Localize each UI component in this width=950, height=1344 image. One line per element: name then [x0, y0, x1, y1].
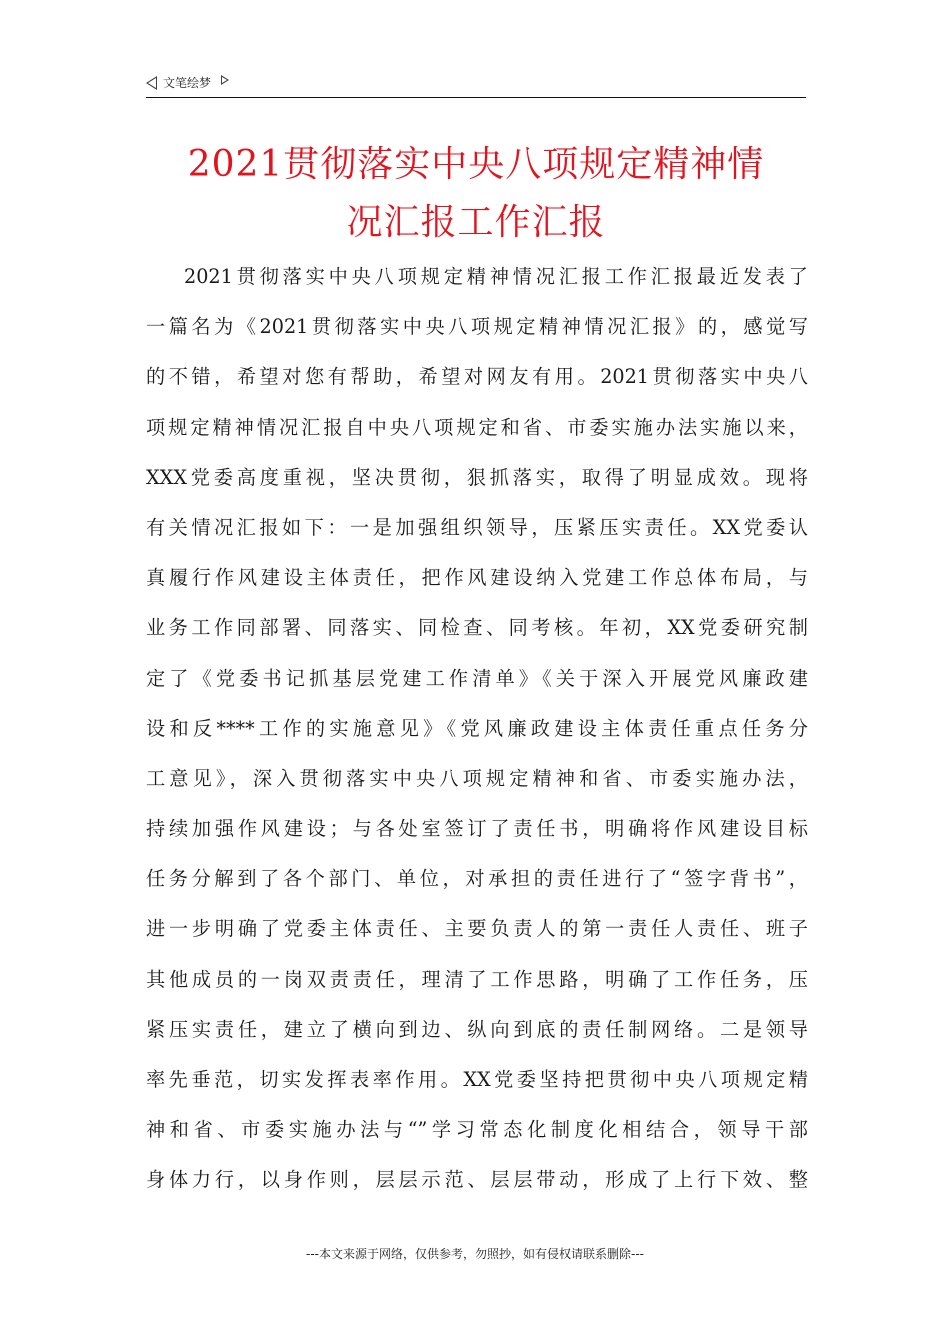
body-line: 一篇名为《2021贯彻落实中央八项规定精神情况汇报》的，感觉写 — [146, 315, 808, 339]
triangle-right-icon — [221, 75, 229, 85]
body-line: 项规定精神情况汇报自中央八项规定和省、市委实施办法实施以来， — [146, 415, 808, 439]
title-line-2: 况汇报工作汇报 — [346, 202, 606, 243]
header-brand: 文笔绘梦 — [163, 76, 212, 90]
document-title — [146, 136, 806, 252]
body-line: 定了《党委书记抓基层党建工作清单》《关于深入开展党风廉政建 — [146, 666, 808, 690]
body-line: 进一步明确了党委主体责任、主要负责人的第一责任人责任、班子 — [146, 917, 808, 941]
header-divider — [146, 97, 806, 98]
body-line: 业务工作同部署、同落实、同检查、同考核。年初，XX党委研究制 — [146, 616, 808, 640]
document-footer: ---本文来源于网络，仅供参考，勿照抄，如有侵权请联系删除--- — [306, 1247, 644, 1261]
body-line: 任务分解到了各个部门、单位，对承担的责任进行了“签字背书”， — [146, 867, 808, 891]
body-line: 神和省、市委实施办法与“”学习常态化制度化相结合，领导干部 — [146, 1118, 808, 1142]
document-body — [146, 252, 808, 1206]
title-line-1: 2021贯彻落实中央八项规定精神情 — [187, 144, 765, 185]
body-line: 持续加强作风建设；与各处室签订了责任书，明确将作风建设目标 — [146, 817, 808, 841]
body-line: 真履行作风建设主体责任，把作风建设纳入党建工作总体布局，与 — [146, 566, 808, 590]
triangle-left-icon — [146, 76, 157, 90]
body-line: 的不错，希望对您有帮助，希望对网友有用。2021贯彻落实中央八 — [146, 365, 808, 389]
body-line: 身体力行，以身作则，层层示范、层层带动，形成了上行下效、整 — [146, 1168, 808, 1192]
body-line: 工意见》，深入贯彻落实中央八项规定精神和省、市委实施办法， — [146, 766, 808, 790]
body-line: 2021贯彻落实中央八项规定精神情况汇报工作汇报最近发表了 — [184, 265, 808, 288]
document-header — [146, 74, 229, 91]
body-line: 紧压实责任，建立了横向到边、纵向到底的责任制网络。二是领导 — [146, 1017, 808, 1041]
body-line: XXX党委高度重视，坚决贯彻，狠抓落实，取得了明显成效。现将 — [146, 465, 808, 489]
body-line: 其他成员的一岗双责责任，理清了工作思路，明确了工作任务，压 — [146, 967, 808, 991]
body-line: 率先垂范，切实发挥表率作用。XX党委坚持把贯彻中央八项规定精 — [146, 1068, 808, 1091]
body-line: 设和反****工作的实施意见》《党风廉政建设主体责任重点任务分 — [146, 716, 808, 740]
body-line: 有关情况汇报如下：一是加强组织领导，压紧压实责任。XX党委认 — [146, 515, 808, 539]
